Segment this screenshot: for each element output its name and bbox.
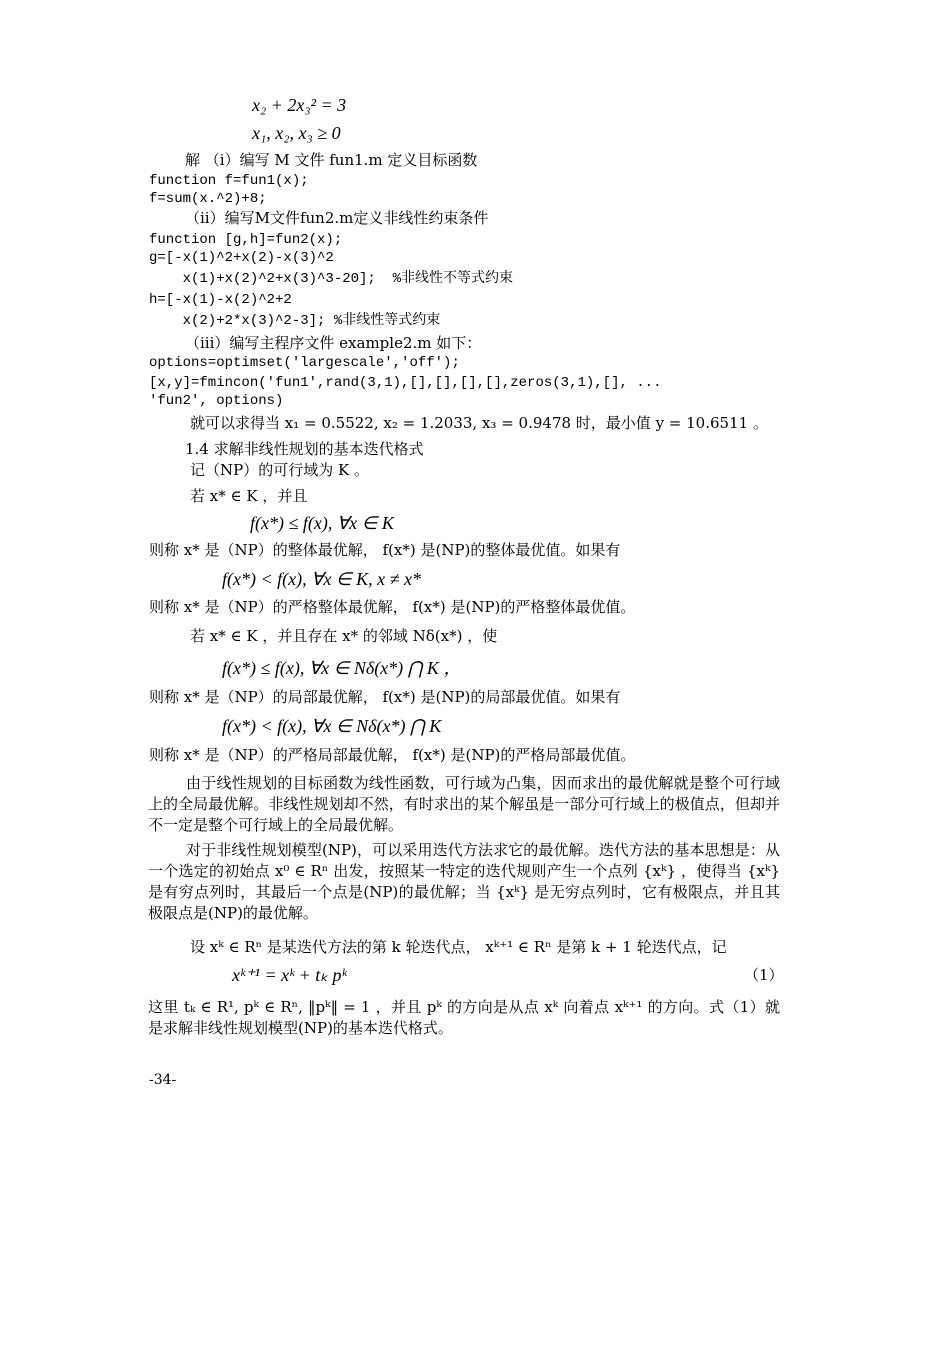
definition-text: 若 x* ∈ K ，并且存在 x* 的邻域 Nδ(x*) ，使 [190,627,498,645]
code-line: x(1)+x(2)^2+x(3)^3-20]; %非线性不等式约束 [149,271,514,287]
definition-text: 则称 x* 是（NP）的严格局部最优解， f(x*) 是(NP)的严格局部最优值。 [149,746,636,764]
solution-result: 就可以求得当 x₁ = 0.5522, x₂ = 1.2033, x₃ = 0.9478 时，最小值 y = 10.6511 。 [190,414,768,432]
code-line: h=[-x(1)-x(2)^2+2 [149,292,292,308]
code-line: function [g,h]=fun2(x); [149,232,343,248]
formula-strict-local-min: f(x*) < f(x), ∀x ∈ Nδ(x*) ⋂ K [222,716,442,736]
code-line: 'fun2', options) [149,393,284,409]
definition-text: 若 x* ∈ K ，并且 [190,487,308,505]
feasible-domain-text: 记（NP）的可行域为 K 。 [190,461,369,479]
definition-text: 则称 x* 是（NP）的整体最优解， f(x*) 是(NP)的整体最优值。如果有 [149,541,621,559]
section-heading: 1.4 求解非线性规划的基本迭代格式 [185,440,424,458]
code-line: function f=fun1(x); [149,173,309,189]
solution-step1: 解 （i）编写 M 文件 fun1.m 定义目标函数 [185,151,478,169]
definition-text: 则称 x* 是（NP）的严格整体最优解， f(x*) 是(NP)的严格整体最优值。 [149,598,636,616]
formula-iteration: xᵏ⁺¹ = xᵏ + tₖ pᵏ [232,965,347,985]
constraint-nonnegativity: x₁, x₂, x₃ ≥ 0 [252,123,341,143]
solution-step3: （iii）编写主程序文件 example2.m 如下： [185,334,482,352]
code-line: f=sum(x.^2)+8; [149,191,267,207]
page-number: -34- [149,1072,177,1088]
paragraph-iterative-method: 对于非线性规划模型(NP)，可以采用迭代方法求它的最优解。迭代方法的基本思想是：从一个选定的初始点 x⁰ ∈ Rⁿ 出发，按照某一特定的迭代规则产生一个点列 {xᵏ} ，使得当 {xᵏ} 是有穷点列时，其最后一个点是(NP)的最优解；当 {xᵏ} 是无穷点列时，它有极限点，并且其极限点是(NP)的最优解。 [148,841,780,922]
code-line: g=[-x(1)^2+x(2)-x(3)^2 [149,250,334,266]
code-line: x(2)+2*x(3)^2-3]; %非线性等式约束 [149,313,441,329]
formula-global-min: f(x*) ≤ f(x), ∀x ∈ K [250,513,394,533]
solution-step2: （ii）编写M文件fun2.m定义非线性约束条件 [185,209,489,227]
definition-text: 则称 x* 是（NP）的局部最优解， f(x*) 是(NP)的局部最优值。如果有 [149,688,621,706]
equation-number: （1） [744,966,784,984]
code-line: [x,y]=fmincon('fun1',rand(3,1),[],[],[],[],zeros(3,1),[], ... [149,375,662,391]
paragraph-iteration-format: 这里 tₖ ∈ R¹, pᵏ ∈ Rⁿ, ‖pᵏ‖ = 1 ，并且 pᵏ 的方向是从点 xᵏ 向着点 xᵏ⁺¹ 的方向。式（1）就是求解非线性规划模型(NP)的基本迭代格式。 [148,998,780,1037]
code-line: options=optimset('largescale','off'); [149,355,460,371]
formula-local-min: f(x*) ≤ f(x), ∀x ∈ Nδ(x*) ⋂ K ， [222,658,462,678]
paragraph-linear-vs-nonlinear: 由于线性规划的目标函数为线性函数，可行域为凸集，因而求出的最优解就是整个可行域上的全局最优解。非线性规划却不然，有时求出的某个解虽是一部分可行域上的极值点，但却并不一定是整个可行域上的全局最优解。 [148,774,780,834]
constraint-equality: x₂ + 2x₃² = 3 [252,95,347,115]
iteration-definition: 设 xᵏ ∈ Rⁿ 是某迭代方法的第 k 轮迭代点， xᵏ⁺¹ ∈ Rⁿ 是第 k + 1 轮迭代点，记 [190,938,727,956]
formula-strict-global-min: f(x*) < f(x), ∀x ∈ K, x ≠ x* [222,569,421,589]
